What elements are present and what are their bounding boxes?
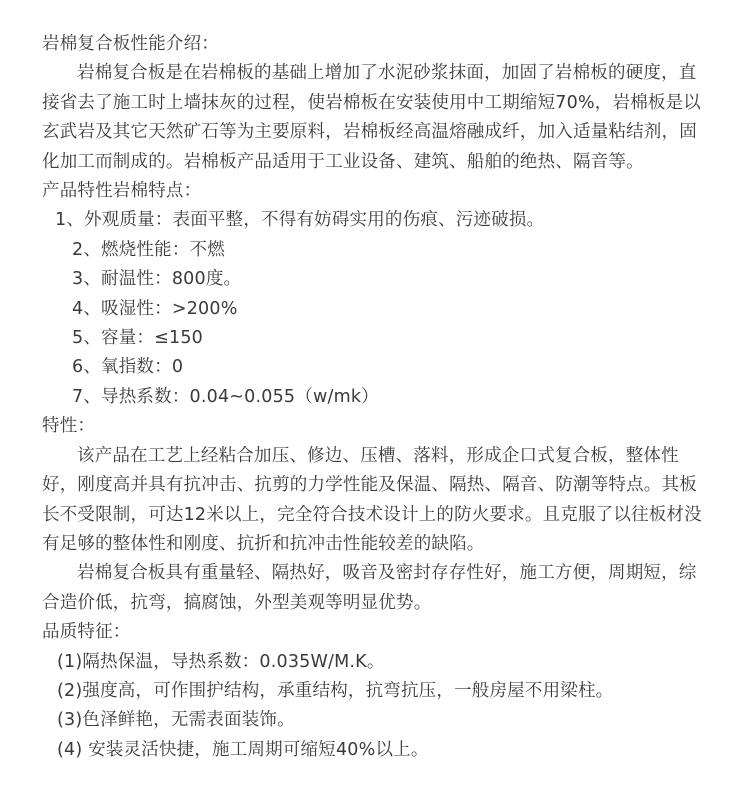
feature-item: 5、容量：≤150 (72, 328, 203, 349)
characteristics-heading: 特性： (42, 416, 96, 437)
advantages-paragraph: 岩棉复合板具有重量轻、隔热好，吸音及密封存存性好，施工方便，周期短，综合造价低，抗弯，搞腐蚀，外型美观等明显优势。 (42, 563, 697, 613)
page-title: 岩棉复合板性能介绍： (42, 34, 219, 54)
quality-item: (3)色泽鲜艳，无需表面装饰。 (57, 710, 295, 731)
quality-list (42, 648, 710, 766)
quality-item: (2)强度高，可作围护结构，承重结构，抗弯抗压，一般房屋不用梁柱。 (57, 680, 614, 701)
quality-item: (1)隔热保温，导热系数：0.035W/M.K。 (57, 651, 385, 672)
intro-paragraph: 岩棉复合板是在岩棉板的基础上增加了水泥砂浆抹面，加固了岩棉板的硬度，直接省去了施工时上墙抹灰的过程，使岩棉板在安装使用中工期缩短70%，岩棉板是以玄武岩及其它天然矿石等为主要原料，岩棉板经高温熔融成纤，加入适量粘结剂，固化加工而制成的。岩棉板产品适用于工业设备、建筑、船舶的绝热、隔音等。 (42, 63, 701, 172)
process-paragraph: 该产品在工艺上经粘合加压、修边、压槽、落料，形成企口式复合板，整体性好，刚度高并具有抗冲击、抗剪的力学性能及保温、隔热、隔音、防潮等特点。其板长不受限制，可达12米以上，完全符合技术设计上的防火要求。且克服了以往板材没有足够的整体性和刚度、抗折和抗冲击性能较差的缺陷。 (42, 445, 702, 554)
feature-item: 2、燃烧性能：不燃 (72, 239, 225, 260)
feature-item: 3、耐温性：800度。 (72, 269, 242, 290)
feature-item: 1、外观质量：表面平整，不得有妨碍实用的伤痕、污迹破损。 (55, 210, 545, 231)
features-heading: 产品特性岩棉特点： (42, 181, 202, 202)
feature-item: 4、吸湿性：>200% (72, 298, 238, 319)
quality-heading: 品质特征： (42, 622, 131, 643)
feature-item: 6、氧指数：0 (72, 357, 184, 378)
quality-item: (4) 安装灵活快捷，施工周期可缩短40%以上。 (57, 739, 429, 760)
features-list (42, 206, 710, 412)
feature-item: 7、导热系数：0.04~0.055（w/mk） (72, 386, 379, 407)
